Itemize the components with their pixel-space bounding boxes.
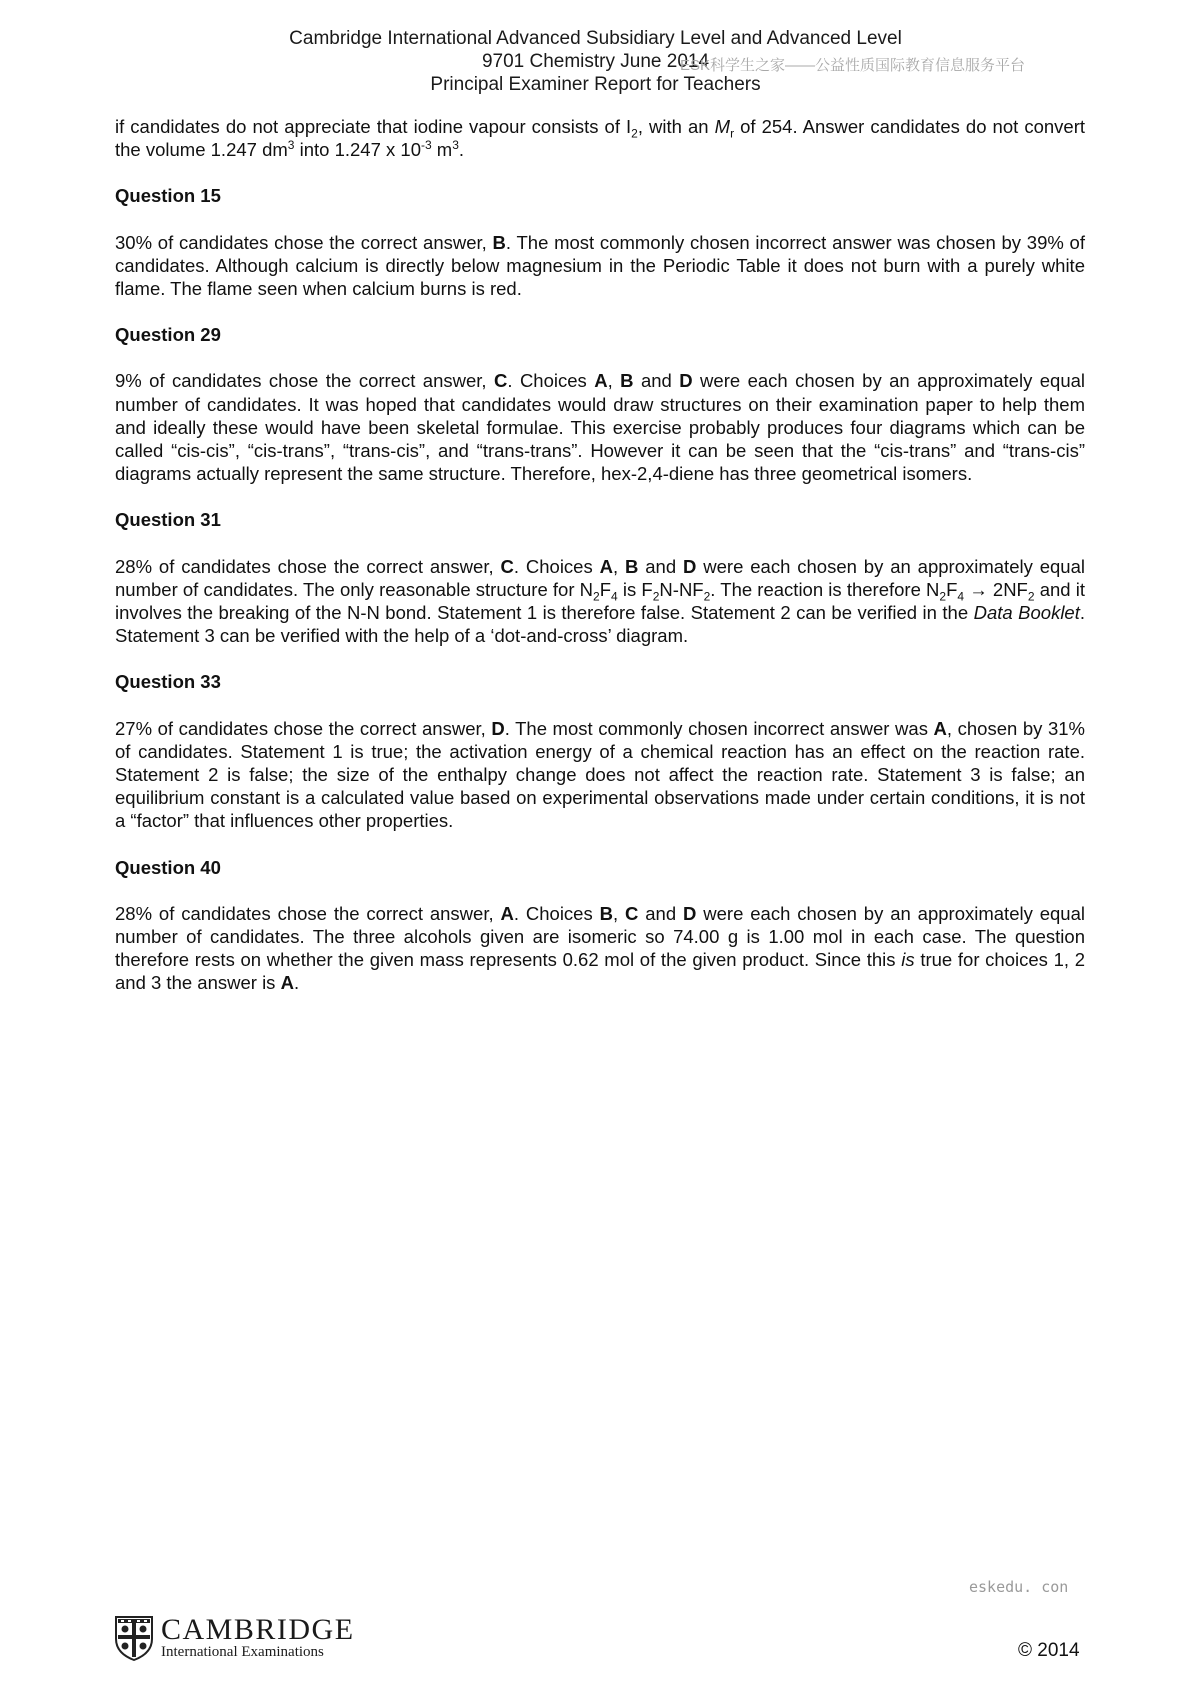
watermark-text: ESK科学生之家——公益性质国际教育信息服务平台 [680,57,1026,74]
cambridge-logo-sub: International Examinations [161,1643,324,1660]
cambridge-logo-main: CAMBRIDGE [161,1612,355,1646]
question-31-paragraph: 28% of candidates chose the correct answer, C. Choices A, B and D were each chosen by an approximately equal number of candidates. The only reasonable structure for $N_2F_4$ is $F_2N-NF_2$. The reaction is therefore $N_2F_4 \to 2NF_2$ and it involves the breaking of the N-N bond. Statement 1 is therefore false. Statement 2 can be verified in the Data Booklet. Statement 3 can be verified with the help of a ‘dot-and-cross’ diagram. [115,555,1085,647]
question-15-heading: Question 15 [115,185,221,207]
cambridge-crest-icon [114,1615,154,1661]
question-29-paragraph: 9% of candidates chose the correct answer, C. Choices A, B and D were each chosen by an approximately equal number of candidates. It was hoped that candidates would draw structures on their examination paper to help them and ideally these would have been skeletal formulae. This exercise probably produces four diagrams which can be called “cis-cis”, “cis-trans”, “trans-cis”, and “trans-trans”. However it can be seen that the “cis-trans” and “trans-cis” diagrams actually represent the same structure. Therefore, hex-2,4-diene has three geometrical isomers. [115,370,1086,485]
header-report-type: Principal Examiner Report for Teachers [430,74,761,95]
question-15-paragraph: 30% of candidates chose the correct answer, B. The most commonly chosen incorrect answer was chosen by 39% of candidates. Although calcium is directly below magnesium in the Periodic Table it does not burn with a purely white flame. The flame seen when calcium burns is red. [115,231,1085,300]
header-subject: 9701 Chemistry June 2014 [481,51,710,72]
question-40-paragraph: 28% of candidates chose the correct answer, A. Choices B, C and D were each chosen by an approximately equal number of candidates. The three alcohols given are isomeric so 74.00 g is 1.00 mol in each case. The question therefore rests on whether the given mass represents 0.62 mol of the given product. Since this is true for choices 1, 2 and 3 the answer is A. [115,902,1085,994]
question-33-paragraph: 27% of candidates chose the correct answer, D. The most commonly chosen incorrect answer was A, chosen by 31% of candidates. Statement 1 is true; the activation energy of a chemical reaction has an effect on the reaction rate. Statement 2 is false; the size of the enthalpy change does not affect the reaction rate. Statement 3 is false; an equilibrium constant is a calculated value based on experimental observations made under certain conditions, it is not a “factor” that influences other properties. [115,717,1085,832]
question-33-heading: Question 33 [115,671,221,693]
cambridge-logo [114,1612,355,1661]
cambridge-logo-text [161,1612,355,1661]
intro-paragraph: if candidates do not appreciate that iodine vapour consists of $I_2$, with an $M_r$ of 254. Answer candidates do not convert the volume 1.247 $dm^3$ into 1.247 x $10^{-3}$ $m^3$. [115,116,1085,161]
header-title: Cambridge International Advanced Subsidiary Level and Advanced Level [289,28,902,49]
eskedu-watermark: eskedu. con [969,1578,1069,1596]
question-40-heading: Question 40 [115,856,221,878]
copyright-notice: © 2014 [1018,1640,1080,1661]
question-29-heading: Question 29 [115,324,221,346]
report-body [115,115,1085,1018]
question-31-heading: Question 31 [115,509,221,531]
